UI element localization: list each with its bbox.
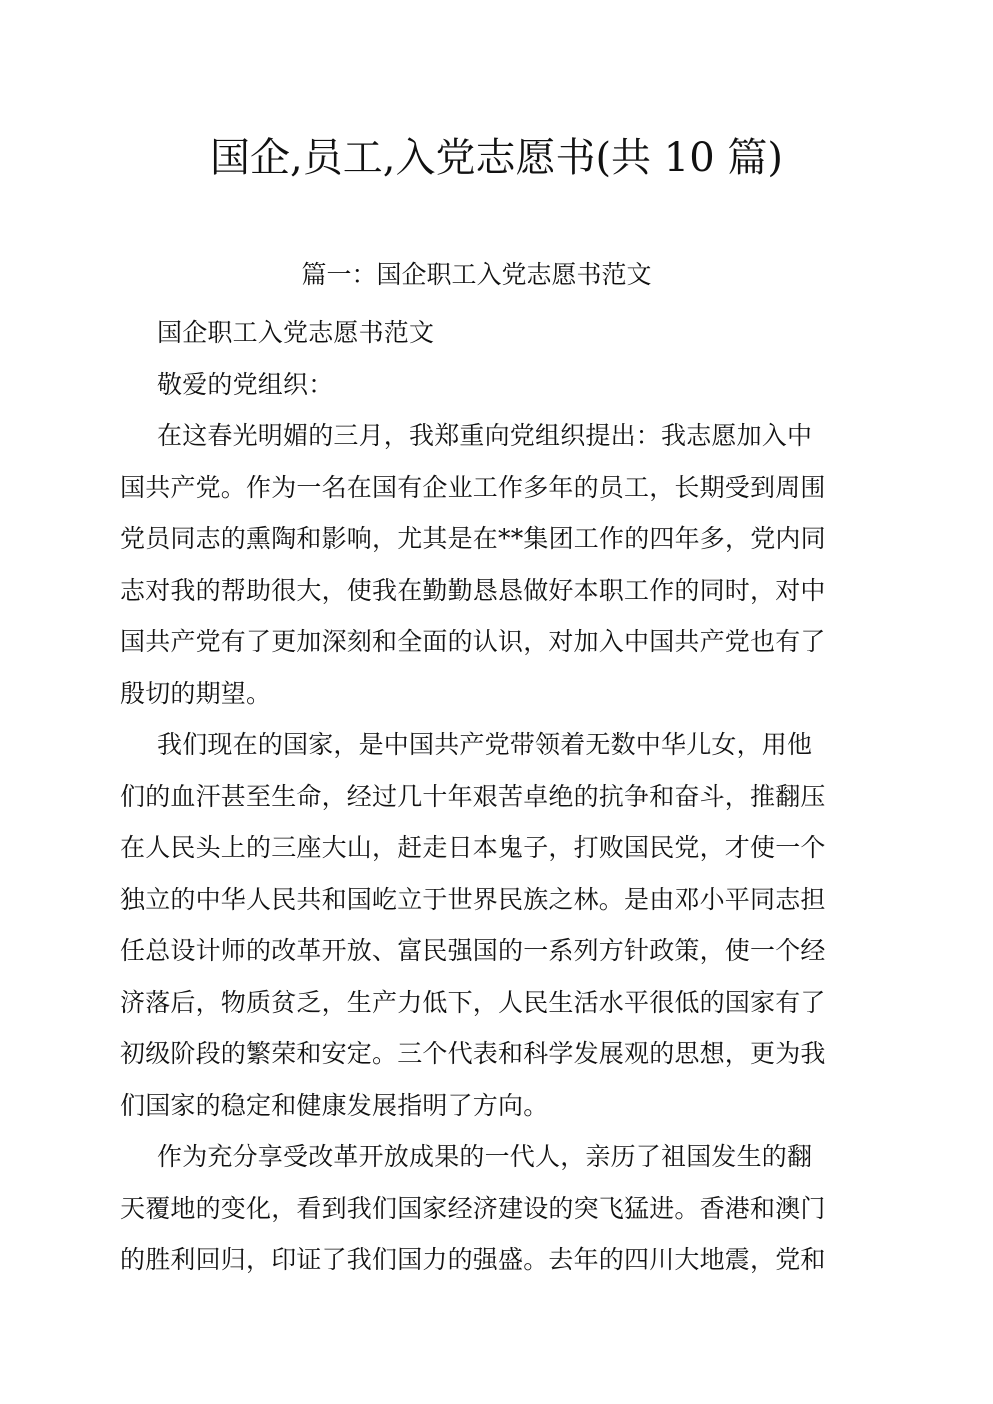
section-heading: 篇一：国企职工入党志愿书范文	[301, 260, 652, 289]
paragraph-line: 天覆地的变化，看到我们国家经济建设的突飞猛进。香港和澳门	[120, 1193, 826, 1223]
paragraph-line: 在人民头上的三座大山，赶走日本鬼子，打败国民党，才使一个	[120, 833, 826, 862]
subtitle-line: 国企职工入党志愿书范文	[157, 318, 435, 347]
paragraph-line: 国共产党有了更加深刻和全面的认识，对加入中国共产党也有了	[120, 627, 826, 656]
paragraph-line: 国共产党。作为一名在国有企业工作多年的员工，长期受到周围	[120, 472, 826, 502]
paragraph-line: 殷切的期望。	[120, 678, 272, 708]
document-body	[120, 307, 868, 1286]
paragraph-line: 任总设计师的改革开放、富民强国的一系列方针政策，使一个经	[120, 936, 826, 965]
paragraph-line: 的胜利回归，印证了我们国力的强盛。去年的四川大地震，党和	[120, 1245, 826, 1274]
paragraph-line: 党员同志的熏陶和影响，尤其是在**集团工作的四年多，党内同	[120, 524, 826, 553]
salutation-line: 敬爱的党组织：	[157, 369, 334, 399]
paragraph-line: 志对我的帮助很大，使我在勤勤恳恳做好本职工作的同时，对中	[120, 575, 826, 605]
paragraph-line: 济落后，物质贫乏，生产力低下，人民生活水平很低的国家有了	[120, 987, 826, 1017]
paragraph-line: 我们现在的国家，是中国共产党带领着无数中华儿女，用他	[157, 730, 813, 759]
paragraph-line: 独立的中华人民共和国屹立于世界民族之林。是由邓小平同志担	[120, 884, 826, 914]
paragraph-line: 们国家的稳定和健康发展指明了方向。	[120, 1090, 549, 1120]
paragraph-line: 初级阶段的繁荣和安定。三个代表和科学发展观的思想，更为我	[120, 1039, 826, 1068]
paragraph-line: 作为充分享受改革开放成果的一代人，亲历了祖国发生的翻	[157, 1142, 813, 1171]
paragraph-line: 们的血汗甚至生命，经过几十年艰苦卓绝的抗争和奋斗，推翻压	[120, 781, 826, 811]
paragraph-line: 在这春光明媚的三月，我郑重向党组织提出：我志愿加入中	[157, 421, 813, 450]
document-title: 国企,员工,入党志愿书(共 10 篇)	[210, 135, 783, 181]
